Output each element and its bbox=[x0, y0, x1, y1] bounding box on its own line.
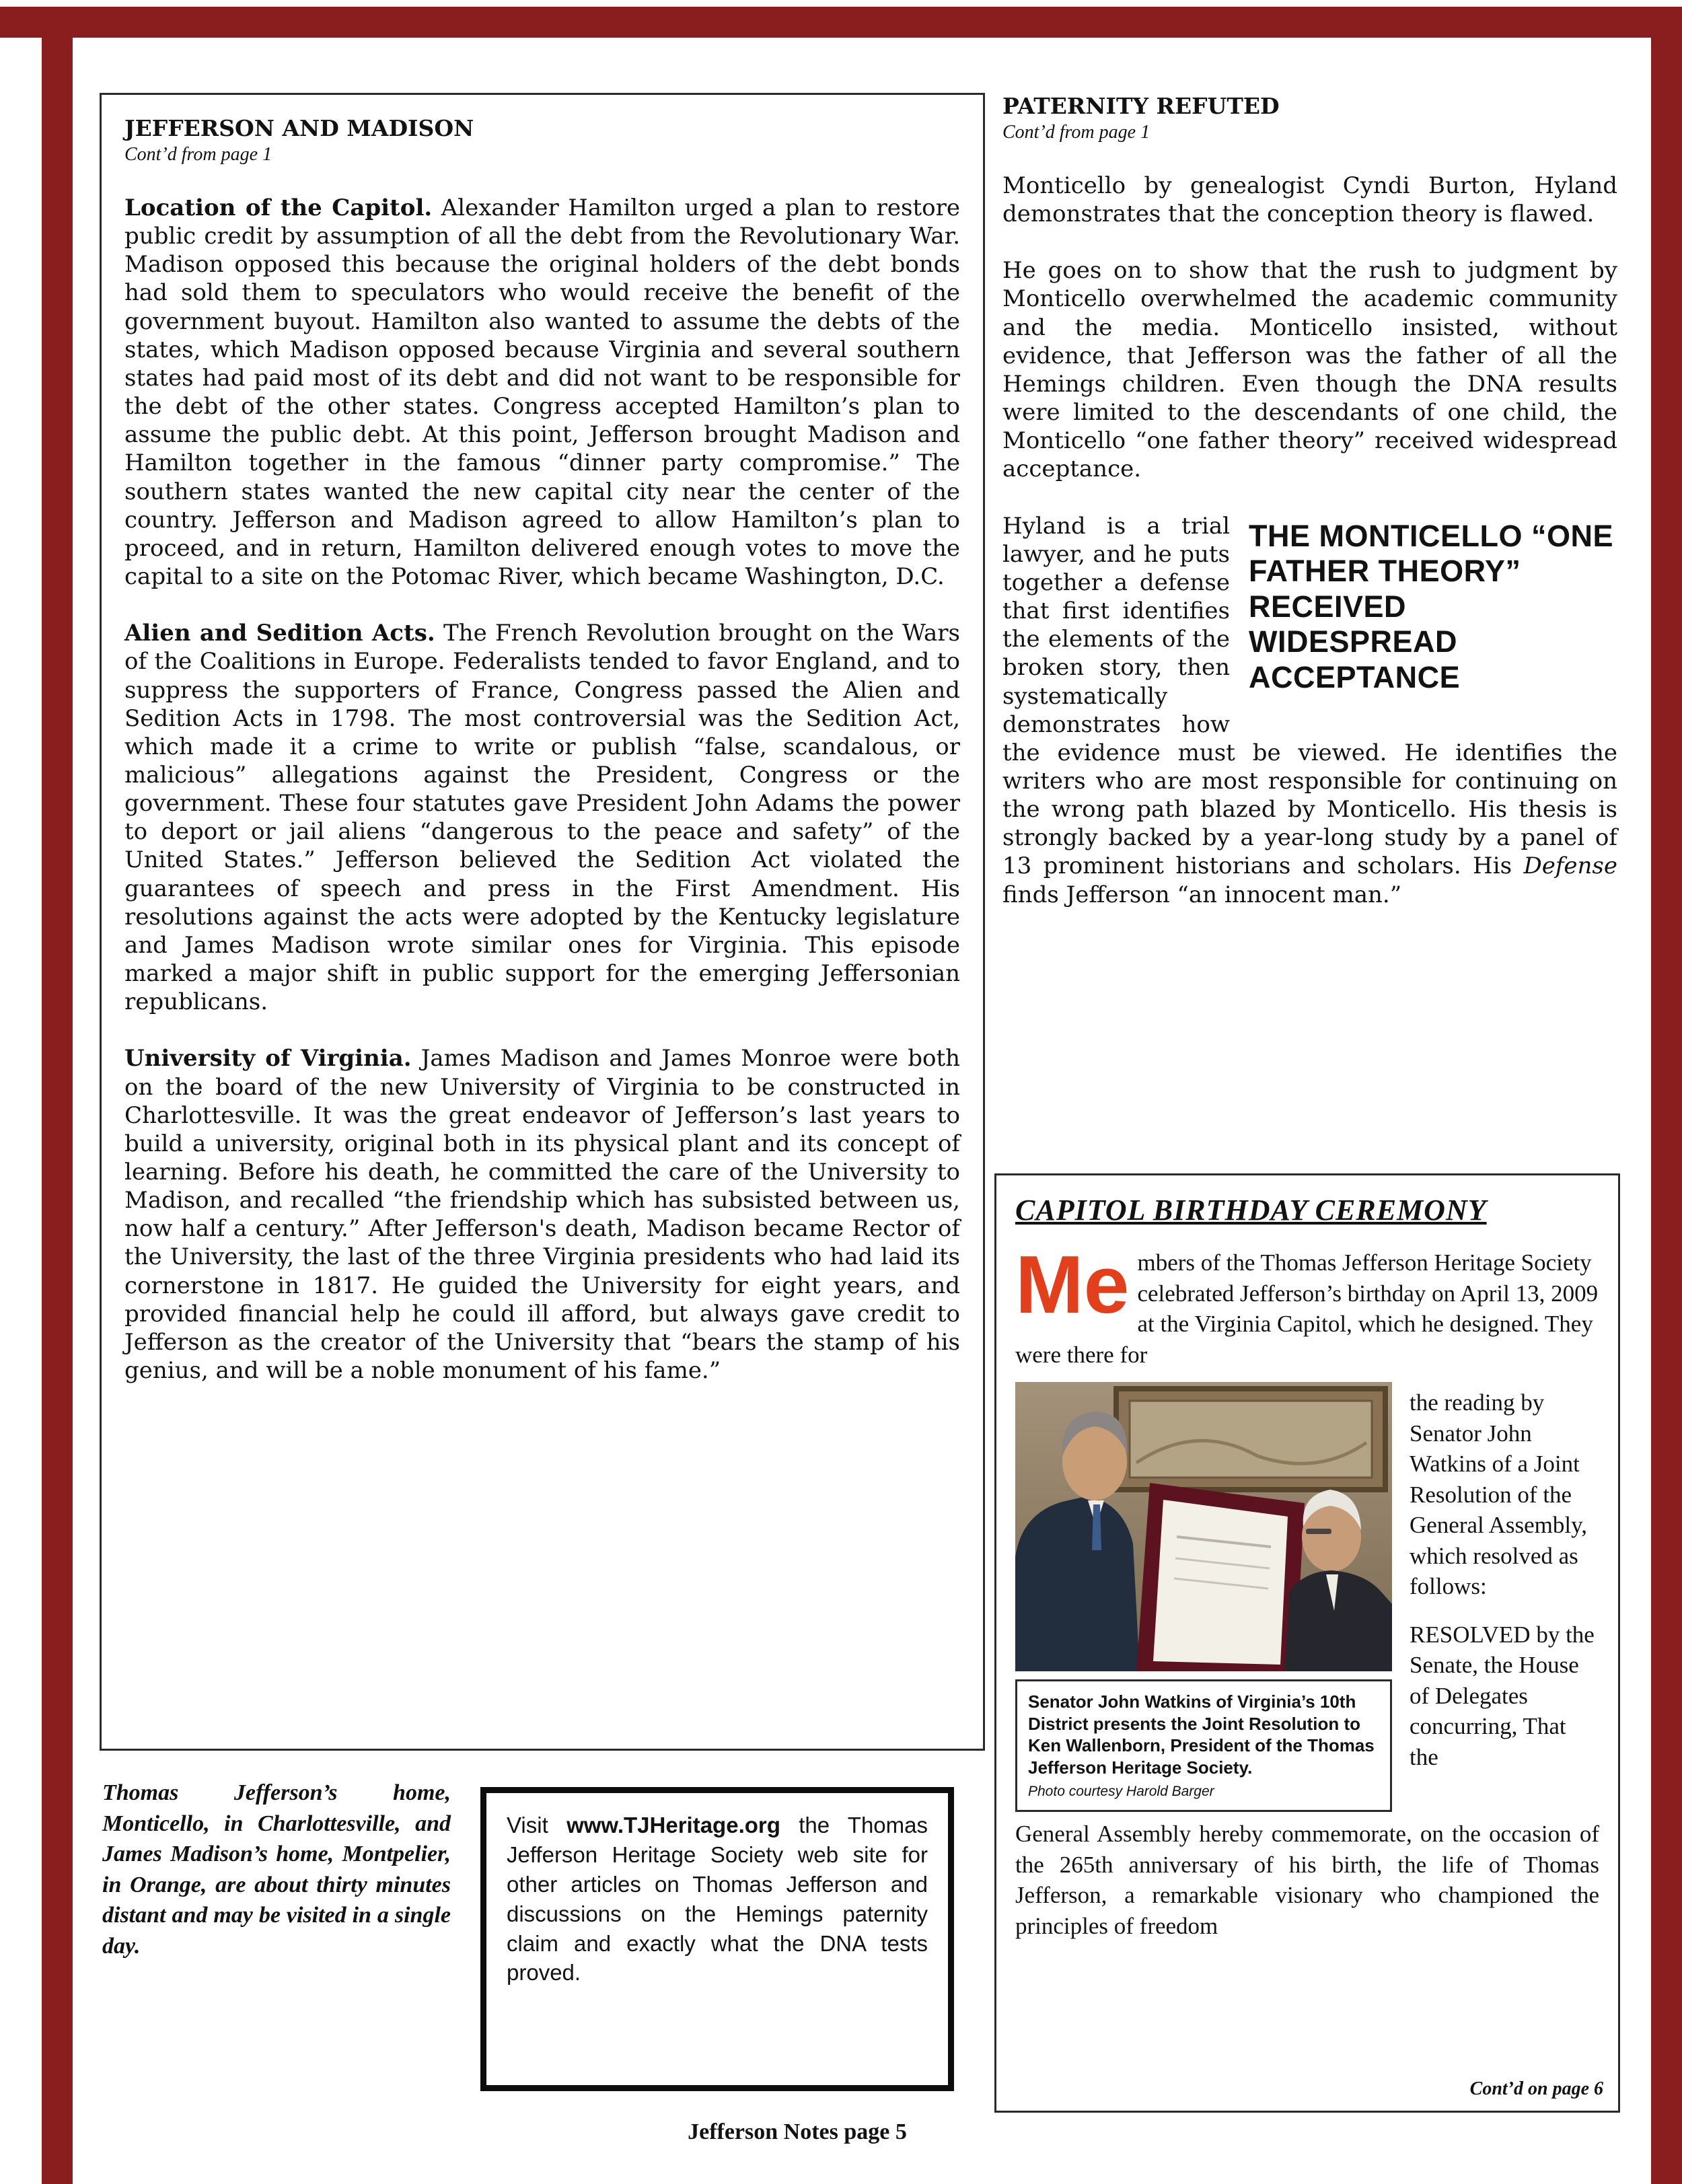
ceremony-photo-figure bbox=[1015, 1382, 1392, 1812]
contd-from-note: Cont’d from page 1 bbox=[124, 144, 272, 165]
article-jefferson-and-madison bbox=[100, 93, 985, 1751]
photo-caption bbox=[1015, 1679, 1392, 1812]
paragraph-text: James Madison and James Monroe were both on the board of the new University of Virginia to be constructed in Charlottesville. It was the great endeavor of Jefferson’s last years to build a university, original both in its physical plant and its concept of learning. Before his death, he committed the care of the University to Madison, and recalled “the friendship which has subsisted between us, now half a century.” After Jefferson's death, Madison became Rector of the University, the last of the three Virginia presidents who had laid its cornerstone in 1817. He guided the University for eight years, and provided financial help he could ill afford, but always gave credit to Jefferson as the creator of the University that “bears the stamp of his genius, and will be a noble monument of his fame.” bbox=[124, 1045, 961, 1385]
ceremony-photo bbox=[1015, 1382, 1392, 1671]
tjheritage-url-link[interactable]: www.TJHeritage.org bbox=[566, 1813, 780, 1837]
paragraph-resolved: RESOLVED by the Senate, the House of Delegates concurring, That the bbox=[1410, 1621, 1595, 1770]
paragraph-text: Hyland is a trial lawyer, and he puts together a defense that first identifies the elements of the broken story, then systematically demonstrates how the evidence must be viewed. He identifies the writers who are most responsible for continuing on the wrong path blazed by Monticello. His thesis is strongly backed by a year-long study by a panel of 13 prominent historians and scholars. His bbox=[1002, 512, 1617, 880]
contd-from-note: Cont’d from page 1 bbox=[1002, 122, 1150, 143]
monticello-travel-note: Thomas Jefferson’s home, Monticello, in Charlottesville, and James Madison’s home, Montpelier, in Orange, are about thirty minutes distant and may be visited in a single day. bbox=[102, 1780, 451, 1959]
capitol-section-title: CAPITOL BIRTHDAY CEREMONY bbox=[1015, 1194, 1487, 1227]
pull-quote: THE MONTICELLO “ONE FATHER THEORY” RECEIVED WIDESPREAD ACCEPTANCE bbox=[1249, 518, 1613, 695]
promo-text-suffix: the Thomas Jefferson Heritage Society web site for other articles on Thomas Jefferson and discussions on the Hemings paternity claim and exactly what the DNA tests proved. bbox=[507, 1813, 928, 1986]
tjheritage-promo-box bbox=[480, 1787, 954, 2091]
paragraph-text: mbers of the Thomas Jefferson Heritage Society celebrated Jefferson’s birthday on April 13, 2009 at the Virginia Capitol, which he designed. They were there for bbox=[1015, 1249, 1599, 1368]
paragraph: He goes on to show that the rush to judgment by Monticello overwhelmed the academic community and the media. Monticello insisted, without evidence, that Jefferson was the father of all the Hemings children. Even though the DNA results were limited to the descendants of one child, the Monticello “one father theory” received widespread acceptance. bbox=[1002, 257, 1617, 483]
paragraph-text: The French Revolution brought on the Wars of the Coalitions in Europe. Federalists tended to favor England, and to suppress the supporters of France, Congress passed the Alien and Sedition Acts in 1798. The most controversial was the Sedition Act, which made it a crime to write or publish “false, scandalous, or malicious” allegations against the President, Congress or the government. These four statutes gave President John Adams the power to deport or jail aliens “dangerous to the peace and safety” of the United States.” Jefferson believed the Sedition Act violated the guarantees of speech and press in the First Amendment. His resolutions against the acts were adopted by the Kentucky legislature and James Madison wrote similar ones for Virginia. This episode marked a major shift in public support for the emerging Jeffersonian republicans. bbox=[124, 620, 961, 1016]
paragraph-with-pullquote bbox=[1002, 512, 1617, 909]
article-paternity-refuted bbox=[1002, 93, 1617, 909]
capitol-birthday-section bbox=[994, 1173, 1620, 2113]
paragraph-lead: Alien and Sedition Acts. bbox=[124, 620, 435, 647]
photo-caption-text: Senator John Watkins of Virginia’s 10th District presents the Joint Resolution to Ken Wallenborn, President of the Thomas Jefferson Heritage Society. bbox=[1028, 1691, 1375, 1778]
paragraph-text: Alexander Hamilton urged a plan to restore public credit by assumption of all the debt from the Revolutionary War. Madison opposed this because the original holders of the debt bonds had sold them to speculators who would receive the benefit of the government buyout. Hamilton also wanted to assume the debts of the states, which Madison opposed because Virginia and several southern states had paid most of its debt and did not want to be responsible for the debt of the other states. Congress accepted Hamilton’s plan to assume the public debt. At this point, Jefferson brought Madison and Hamilton together in the famous “dinner party compromise.” The southern states wanted the new capital city near the center of the country. Jefferson and Madison agreed to allow Hamilton’s plan to proceed, and in return, Hamilton delivered enough votes to move the capital to a site on the Potomac River, which became Washington, D.C. bbox=[124, 194, 961, 591]
paragraph: the reading by Senator John Watkins of a Joint Resolution of the General Assembly, which resolved as follows: bbox=[1410, 1389, 1588, 1599]
paragraph-text: finds Jefferson “an innocent man.” bbox=[1002, 881, 1402, 908]
book-title-defense: Defense bbox=[1523, 852, 1617, 880]
drop-cap: Me bbox=[1015, 1239, 1130, 1330]
page-border-right bbox=[1651, 7, 1682, 2184]
contd-on-note: Cont’d on page 6 bbox=[1469, 2078, 1603, 2099]
paragraph: Monticello by genealogist Cyndi Burton, Hyland demonstrates that the conception theory is flawed. bbox=[1002, 172, 1617, 228]
page-border-left bbox=[42, 7, 73, 2184]
paragraph-location-of-capitol bbox=[124, 194, 960, 591]
paragraph-alien-sedition bbox=[124, 619, 960, 1016]
page-border-top bbox=[0, 7, 1682, 38]
paragraph-university-of-virginia bbox=[124, 1044, 960, 1385]
paragraph-lead: Location of the Capitol. bbox=[124, 194, 433, 221]
article-title: JEFFERSON AND MADISON bbox=[124, 115, 474, 141]
photo-credit: Photo courtesy Harold Barger bbox=[1028, 1784, 1214, 1799]
article-title: PATERNITY REFUTED bbox=[1002, 93, 1280, 119]
capitol-intro-paragraph bbox=[1015, 1239, 1599, 1370]
page-footer: Jefferson Notes page 5 bbox=[688, 2119, 907, 2144]
paragraph-resolution-text: General Assembly hereby commemorate, on the occasion of the 265th anniversary of his birth, the life of Thomas Jefferson, a remarkable visionary who championed the principles of freedom bbox=[1015, 1821, 1599, 1939]
promo-text-prefix: Visit bbox=[507, 1813, 548, 1837]
paragraph-lead: University of Virginia. bbox=[124, 1045, 412, 1072]
